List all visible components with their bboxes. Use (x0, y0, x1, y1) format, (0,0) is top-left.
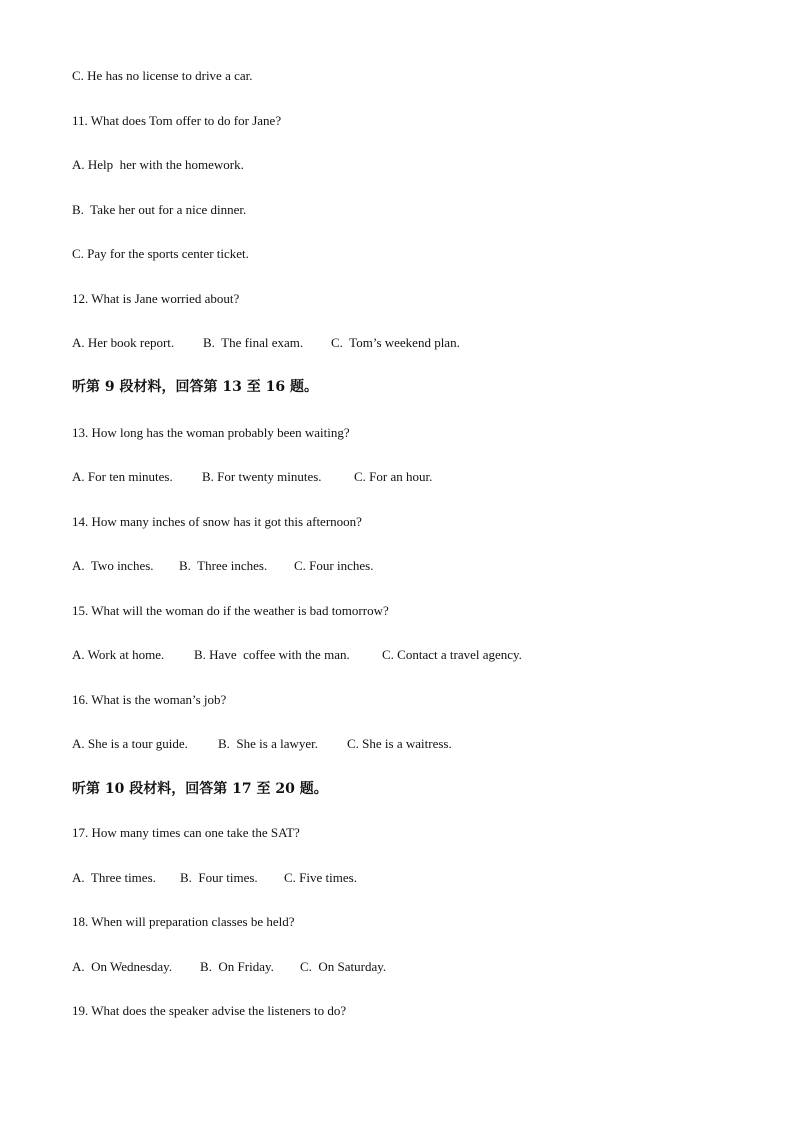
q15-option-b: B. Have coffee with the man. (194, 647, 350, 662)
q18-option-b: B. On Friday. (200, 959, 274, 974)
q12-option-c: C. Tom’s weekend plan. (331, 335, 460, 350)
q11-option-a: A. Help her with the homework. (72, 157, 244, 172)
q17-option-c: C. Five times. (284, 870, 357, 885)
q13-option-c: C. For an hour. (354, 469, 433, 484)
q13-option-a: A. For ten minutes. (72, 469, 173, 484)
q10-option-c: C. He has no license to drive a car. (72, 68, 253, 83)
q17-option-a: A. Three times. (72, 870, 156, 885)
section-heading-10: 听第 10 段材料，回答第 17 至 20 题。 (72, 781, 328, 797)
question-11: 11. What does Tom offer to do for Jane? (72, 113, 282, 128)
question-12: 12. What is Jane worried about? (72, 291, 240, 306)
q17-option-b: B. Four times. (180, 870, 258, 885)
question-13: 13. How long has the woman probably been waiting? (72, 425, 350, 440)
q15-option-c: C. Contact a travel agency. (382, 647, 522, 662)
q16-option-a: A. She is a tour guide. (72, 736, 188, 751)
q12-option-b: B. The final exam. (203, 335, 304, 350)
question-16: 16. What is the woman’s job? (72, 692, 227, 707)
q13-option-b: B. For twenty minutes. (202, 469, 322, 484)
q14-option-b: B. Three inches. (179, 558, 268, 573)
q15-option-a: A. Work at home. (72, 647, 165, 662)
q14-option-c: C. Four inches. (294, 558, 374, 573)
q11-option-c: C. Pay for the sports center ticket. (72, 246, 249, 261)
q16-option-c: C. She is a waitress. (347, 736, 452, 751)
question-18: 18. When will preparation classes be held? (72, 914, 295, 929)
question-14: 14. How many inches of snow has it got this afternoon? (72, 514, 362, 529)
section-heading-9: 听第 9 段材料，回答第 13 至 16 题。 (72, 379, 318, 395)
q18-option-a: A. On Wednesday. (72, 959, 173, 974)
q18-option-c: C. On Saturday. (300, 959, 387, 974)
q16-option-b: B. She is a lawyer. (218, 736, 319, 751)
q12-option-a: A. Her book report. (72, 335, 175, 350)
question-19: 19. What does the speaker advise the listeners to do? (72, 1003, 347, 1018)
q14-option-a: A. Two inches. (72, 558, 154, 573)
question-15: 15. What will the woman do if the weather is bad tomorrow? (72, 603, 389, 618)
question-17: 17. How many times can one take the SAT? (72, 825, 300, 840)
q11-option-b: B. Take her out for a nice dinner. (72, 202, 247, 217)
